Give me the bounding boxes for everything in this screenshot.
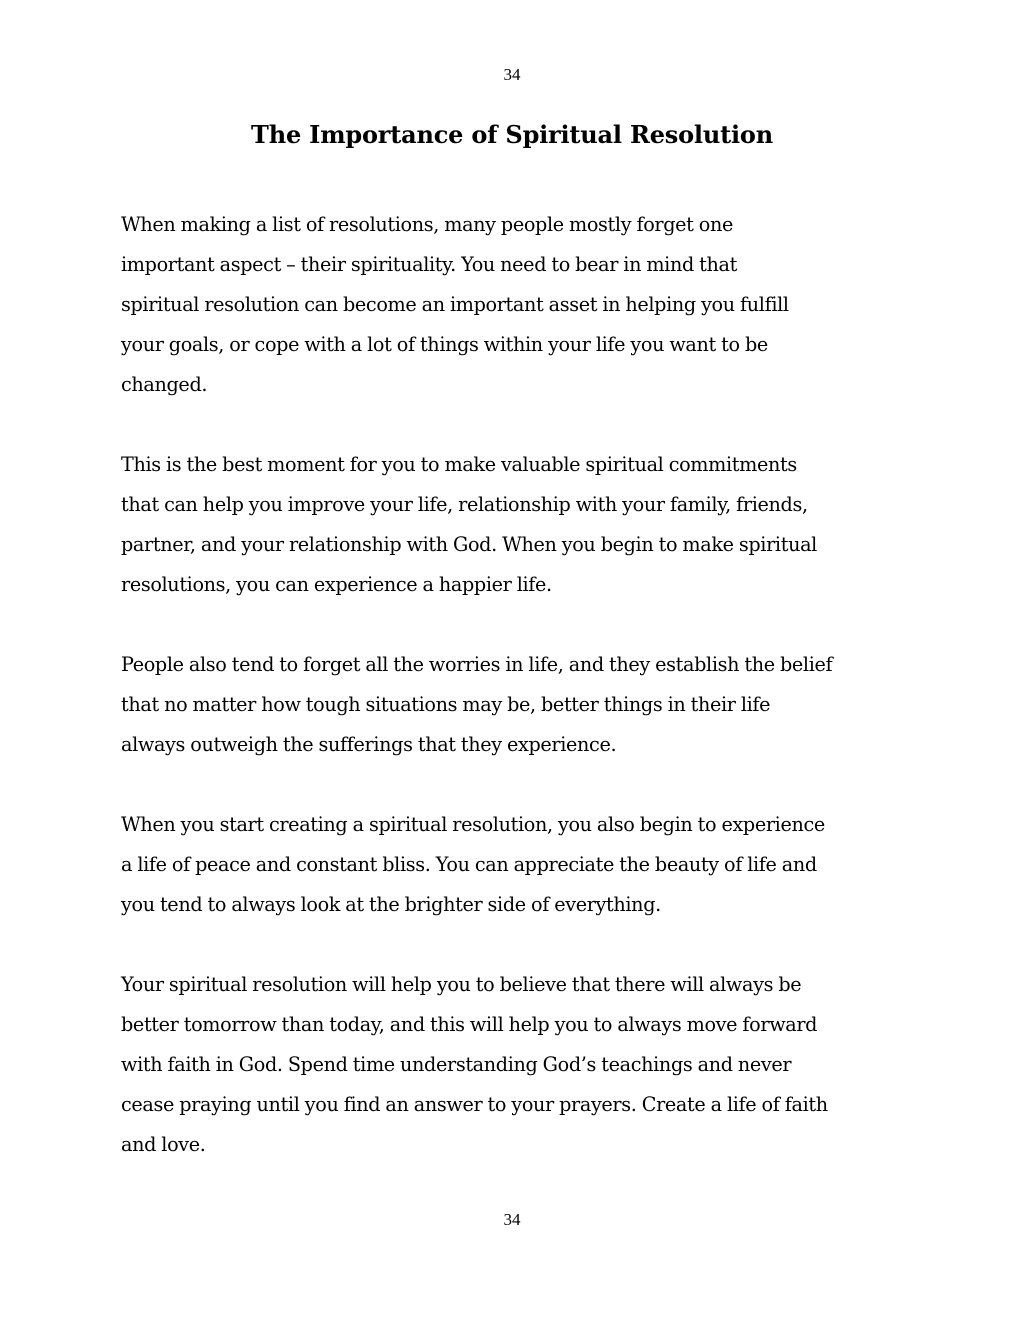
body-text [121,205,911,1205]
paragraph-3 [121,645,911,765]
paragraph-line: spiritual resolution can become an important asset in helping you fulfill [121,293,789,316]
paragraph-line: This is the best moment for you to make valuable spiritual commitments [121,453,797,476]
page-number-top: 34 [503,65,521,84]
paragraph-line: a life of peace and constant bliss. You can appreciate the beauty of life and [121,853,817,876]
paragraph-2 [121,445,911,605]
paragraph-line: resolutions, you can experience a happier life. [121,573,552,596]
paragraph-line: and love. [121,1133,206,1156]
paragraph-line: When you start creating a spiritual resolution, you also begin to experience [121,813,825,836]
paragraph-line: Your spiritual resolution will help you to believe that there will always be [121,973,802,996]
paragraph-line: that can help you improve your life, relationship with your family, friends, [121,493,808,516]
paragraph-line: always outweigh the sufferings that they experience. [121,733,617,756]
paragraph-line: cease praying until you find an answer to your prayers. Create a life of faith [121,1093,828,1116]
paragraph-line: changed. [121,373,208,396]
paragraph-1 [121,205,911,405]
paragraph-line: When making a list of resolutions, many people mostly forget one [121,213,733,236]
page-title: The Importance of Spiritual Resolution [251,120,773,149]
paragraph-line: you tend to always look at the brighter side of everything. [121,893,661,916]
paragraph-line: People also tend to forget all the worries in life, and they establish the belief [121,653,833,676]
paragraph-line: better tomorrow than today, and this will help you to always move forward [121,1013,818,1036]
paragraph-line: partner, and your relationship with God. When you begin to make spiritual [121,533,817,556]
paragraph-line: that no matter how tough situations may be, better things in their life [121,693,771,716]
paragraph-4 [121,805,911,925]
paragraph-line: important aspect – their spirituality. You need to bear in mind that [121,253,737,276]
page-number-bottom: 34 [503,1210,521,1229]
paragraph-line: with faith in God. Spend time understanding God’s teachings and never [121,1053,792,1076]
paragraph-line: your goals, or cope with a lot of things within your life you want to be [121,333,768,356]
paragraph-5 [121,965,911,1165]
